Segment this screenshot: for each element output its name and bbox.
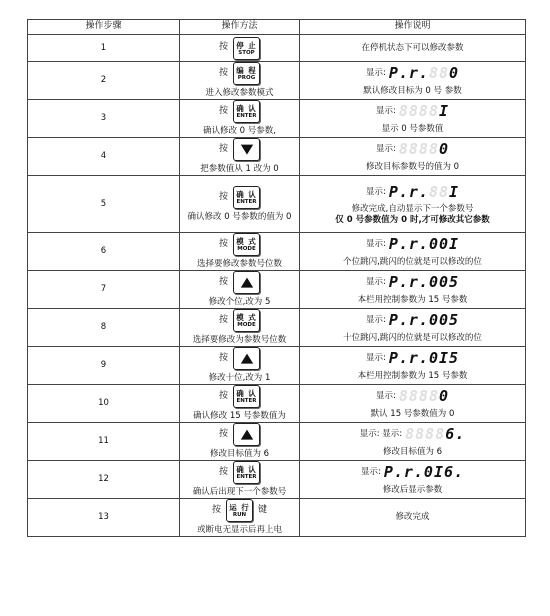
led-dim-digits: 8888 [398, 140, 439, 159]
key-label-en: ENTER [236, 474, 257, 481]
step-number: 7 [28, 271, 180, 309]
enter-key-icon [233, 186, 260, 209]
led-display [366, 311, 459, 330]
method-text: 进入修改参数模式 [205, 88, 274, 99]
led-dim-digits: 88 [428, 64, 450, 83]
press-label: 按 [218, 391, 228, 402]
press-label: 按 [211, 505, 221, 516]
desc-cell [300, 385, 526, 423]
press-label: 按 [218, 429, 228, 440]
table-row [28, 309, 526, 347]
led-lit-digits: P.r.005 [388, 311, 460, 330]
method-key-line [180, 271, 299, 294]
step-number: 12 [28, 461, 180, 499]
desc-cell [300, 309, 526, 347]
desc-note: 仅 0 号参数值为 0 时,才可修改其它参数 [335, 214, 490, 225]
key-suffix: 键 [258, 505, 268, 516]
table-row [28, 385, 526, 423]
press-label: 按 [218, 277, 228, 288]
display-label: 显示: [375, 144, 396, 155]
led-lit-digits: 0 [449, 64, 460, 83]
key-label-en: ENTER [236, 113, 257, 120]
method-text: 修改目标值为 6 [209, 449, 270, 460]
desc-cell [300, 347, 526, 385]
desc-cell [300, 62, 526, 100]
up-arrow-key-icon [233, 347, 260, 370]
stop-key-icon [233, 37, 260, 60]
method-key-line [180, 423, 299, 446]
table-row [28, 100, 526, 138]
key-label-cn: 确 认 [236, 389, 257, 399]
display-label: 显示: [375, 391, 396, 402]
display-label: 显示: [365, 186, 386, 197]
method-text: 确认修改 15 号参数值为 [193, 411, 286, 422]
key-label-cn: 模 式 [236, 237, 257, 247]
display-label: 显示: [365, 277, 386, 288]
method-cell [180, 35, 300, 62]
led-digits [399, 387, 449, 406]
led-display [376, 140, 449, 159]
table-row [28, 35, 526, 62]
key-label-en: STOP [238, 49, 255, 56]
method-cell [180, 176, 300, 233]
desc-text: 默认修改目标为 0 号 参数 [363, 86, 462, 97]
method-cell [180, 271, 300, 309]
key-label-en: ENTER [236, 398, 257, 405]
key-label-en: MODE [237, 246, 256, 253]
desc-cell [300, 423, 526, 461]
key-label-cn: 确 认 [236, 104, 257, 114]
method-cell [180, 385, 300, 423]
led-dim-digits: 8888 [398, 102, 439, 121]
desc-cell [300, 176, 526, 233]
method-cell [180, 233, 300, 271]
key-label-cn: 确 认 [236, 189, 257, 199]
method-key-line [180, 385, 299, 408]
press-label: 按 [218, 467, 228, 478]
method-text: 选择要修改参数号位数 [196, 259, 282, 270]
led-digits [389, 235, 459, 254]
step-number: 6 [28, 233, 180, 271]
up-arrow-key-icon [233, 271, 260, 294]
method-text: 或断电无显示后再上电 [196, 525, 282, 536]
enter-key-icon [233, 385, 260, 408]
step-number: 13 [28, 499, 180, 537]
step-number: 4 [28, 138, 180, 176]
led-display [366, 273, 459, 292]
press-label: 按 [218, 191, 228, 202]
led-display [366, 349, 459, 368]
display-label: 显示: [365, 239, 386, 250]
table-row [28, 423, 526, 461]
table-row [28, 347, 526, 385]
step-number: 11 [28, 423, 180, 461]
method-cell [180, 347, 300, 385]
desc-text: 个位跳闪,跳闪的位就是可以修改的位 [343, 257, 482, 268]
led-lit-digits: I [449, 182, 460, 201]
arrow-glyph: ▲ [240, 351, 253, 367]
up-arrow-key-icon [233, 423, 260, 446]
method-text: 确认后出现下一个参数号 [192, 487, 287, 498]
method-text: 修改十位,改为 1 [208, 373, 271, 384]
desc-text: 十位跳闪,跳闪的位就是可以修改的位 [343, 333, 482, 344]
arrow-glyph: ▲ [240, 427, 253, 443]
key-label-cn: 模 式 [236, 313, 257, 323]
key-label-en: RUN [232, 512, 247, 519]
key-label-cn: 编 程 [236, 66, 257, 76]
led-display [361, 463, 464, 482]
table-row [28, 461, 526, 499]
desc-cell [300, 35, 526, 62]
display-label: 显示: 显示: [359, 429, 403, 440]
step-number: 1 [28, 35, 180, 62]
led-lit-digits: I [438, 102, 450, 121]
step-number: 8 [28, 309, 180, 347]
method-key-line [180, 37, 299, 60]
key-label-cn: 确 认 [236, 465, 257, 475]
led-display [366, 235, 459, 254]
key-label-en: PROG [237, 75, 256, 82]
led-digits [399, 102, 449, 121]
method-text: 确认修改 0 号参数, [202, 126, 276, 137]
led-lit-digits: 0 [438, 140, 450, 159]
led-digits [389, 311, 459, 330]
table-row [28, 176, 526, 233]
led-display [366, 64, 459, 83]
press-label: 按 [218, 315, 228, 326]
key-label-en: MODE [237, 322, 256, 329]
led-dim-digits: 88 [428, 182, 450, 201]
press-label: 按 [218, 239, 228, 250]
led-display [376, 102, 449, 121]
run-key-icon [226, 499, 253, 522]
mode-key-icon [233, 233, 260, 256]
method-cell [180, 62, 300, 100]
method-text: 修改个位,改为 5 [208, 297, 271, 308]
method-cell [180, 138, 300, 176]
method-key-line [180, 100, 299, 123]
key-label-cn: 运 行 [229, 503, 250, 513]
led-lit-digits: P.r. [388, 64, 429, 83]
arrow-glyph: ▼ [240, 142, 253, 158]
key-label-cn: 停 止 [236, 40, 257, 50]
led-lit-digits: 0 [438, 387, 450, 406]
press-label: 按 [218, 106, 228, 117]
method-key-line [180, 461, 299, 484]
method-key-line [180, 62, 299, 85]
step-number: 9 [28, 347, 180, 385]
led-digits [405, 425, 465, 444]
method-key-line [180, 499, 299, 522]
method-key-line [180, 186, 299, 209]
header-desc: 操作说明 [300, 20, 526, 35]
led-lit-digits: P.r. [388, 182, 429, 201]
led-lit-digits: I6. [433, 463, 465, 482]
led-lit-digits: I5 [438, 349, 460, 368]
parameter-steps-table [27, 19, 526, 537]
prog-key-icon [233, 62, 260, 85]
display-label: 显示: [365, 315, 386, 326]
led-digits [384, 463, 464, 482]
method-key-line [180, 309, 299, 332]
method-cell [180, 423, 300, 461]
header-method: 操作方法 [180, 20, 300, 35]
led-lit-digits: P.r.005 [388, 273, 460, 292]
step-number: 2 [28, 62, 180, 100]
display-label: 显示: [360, 467, 381, 478]
method-cell [180, 461, 300, 499]
table-row [28, 233, 526, 271]
table-row [28, 62, 526, 100]
table-row [28, 138, 526, 176]
desc-cell [300, 499, 526, 537]
down-arrow-key-icon [233, 138, 260, 161]
desc-text: 默认 15 号参数值为 0 [370, 409, 455, 420]
led-digits [389, 273, 459, 292]
desc-text: 修改目标值为 6 [382, 447, 443, 458]
desc-text: 本栏用控制参数为 15 号参数 [357, 295, 468, 306]
display-label: 显示: [365, 353, 386, 364]
led-dim-digits: 8888 [398, 387, 439, 406]
method-text: 把参数值从 1 改为 0 [200, 164, 279, 175]
led-dim-digits: 8888 [405, 425, 446, 444]
led-display [376, 387, 449, 406]
press-label: 按 [218, 353, 228, 364]
led-lit-digits: P.r.00 [388, 235, 450, 254]
led-display [366, 183, 459, 202]
led-digits [399, 140, 449, 159]
desc-cell [300, 271, 526, 309]
press-label: 按 [218, 42, 228, 53]
press-label: 按 [218, 144, 228, 155]
step-number: 3 [28, 100, 180, 138]
desc-cell [300, 100, 526, 138]
step-number: 5 [28, 176, 180, 233]
method-key-line [180, 138, 299, 161]
led-display [360, 425, 466, 444]
led-lit-digits: P.r.0 [388, 349, 439, 368]
display-label: 显示: [365, 68, 386, 79]
method-cell [180, 309, 300, 347]
table-row [28, 499, 526, 537]
enter-key-icon [233, 461, 260, 484]
table-header-row [28, 20, 526, 35]
method-cell [180, 100, 300, 138]
header-step: 操作步骤 [28, 20, 180, 35]
method-text: 选择要修改为参数号位数 [192, 335, 287, 346]
method-key-line [180, 233, 299, 256]
desc-cell [300, 461, 526, 499]
desc-cell [300, 138, 526, 176]
desc-text: 修改完成,自动显示下一个参数号 [351, 204, 474, 215]
desc-text: 修改后显示参数 [382, 485, 443, 496]
method-text: 确认修改 0 号参数的值为 0 [187, 211, 292, 222]
table-row [28, 271, 526, 309]
led-lit-digits: P.r.0 [383, 463, 434, 482]
key-label-en: ENTER [236, 198, 257, 205]
led-digits [389, 349, 459, 368]
method-key-line [180, 347, 299, 370]
enter-key-icon [233, 100, 260, 123]
desc-text: 显示 0 号参数值 [381, 124, 444, 135]
desc-text: 修改目标参数号的值为 0 [365, 162, 460, 173]
desc-cell [300, 233, 526, 271]
step-number: 10 [28, 385, 180, 423]
led-lit-digits: I [449, 235, 460, 254]
method-cell [180, 499, 300, 537]
desc-text: 本栏用控制参数为 15 号参数 [357, 371, 468, 382]
display-label: 显示: [375, 106, 396, 117]
led-digits [389, 183, 459, 202]
desc-text: 修改完成 [395, 512, 430, 523]
press-label: 按 [218, 68, 228, 79]
mode-key-icon [233, 309, 260, 332]
arrow-glyph: ▲ [240, 275, 253, 291]
led-digits [389, 64, 459, 83]
led-lit-digits: 6. [445, 425, 466, 444]
desc-text: 在停机状态下可以修改参数 [361, 42, 464, 53]
